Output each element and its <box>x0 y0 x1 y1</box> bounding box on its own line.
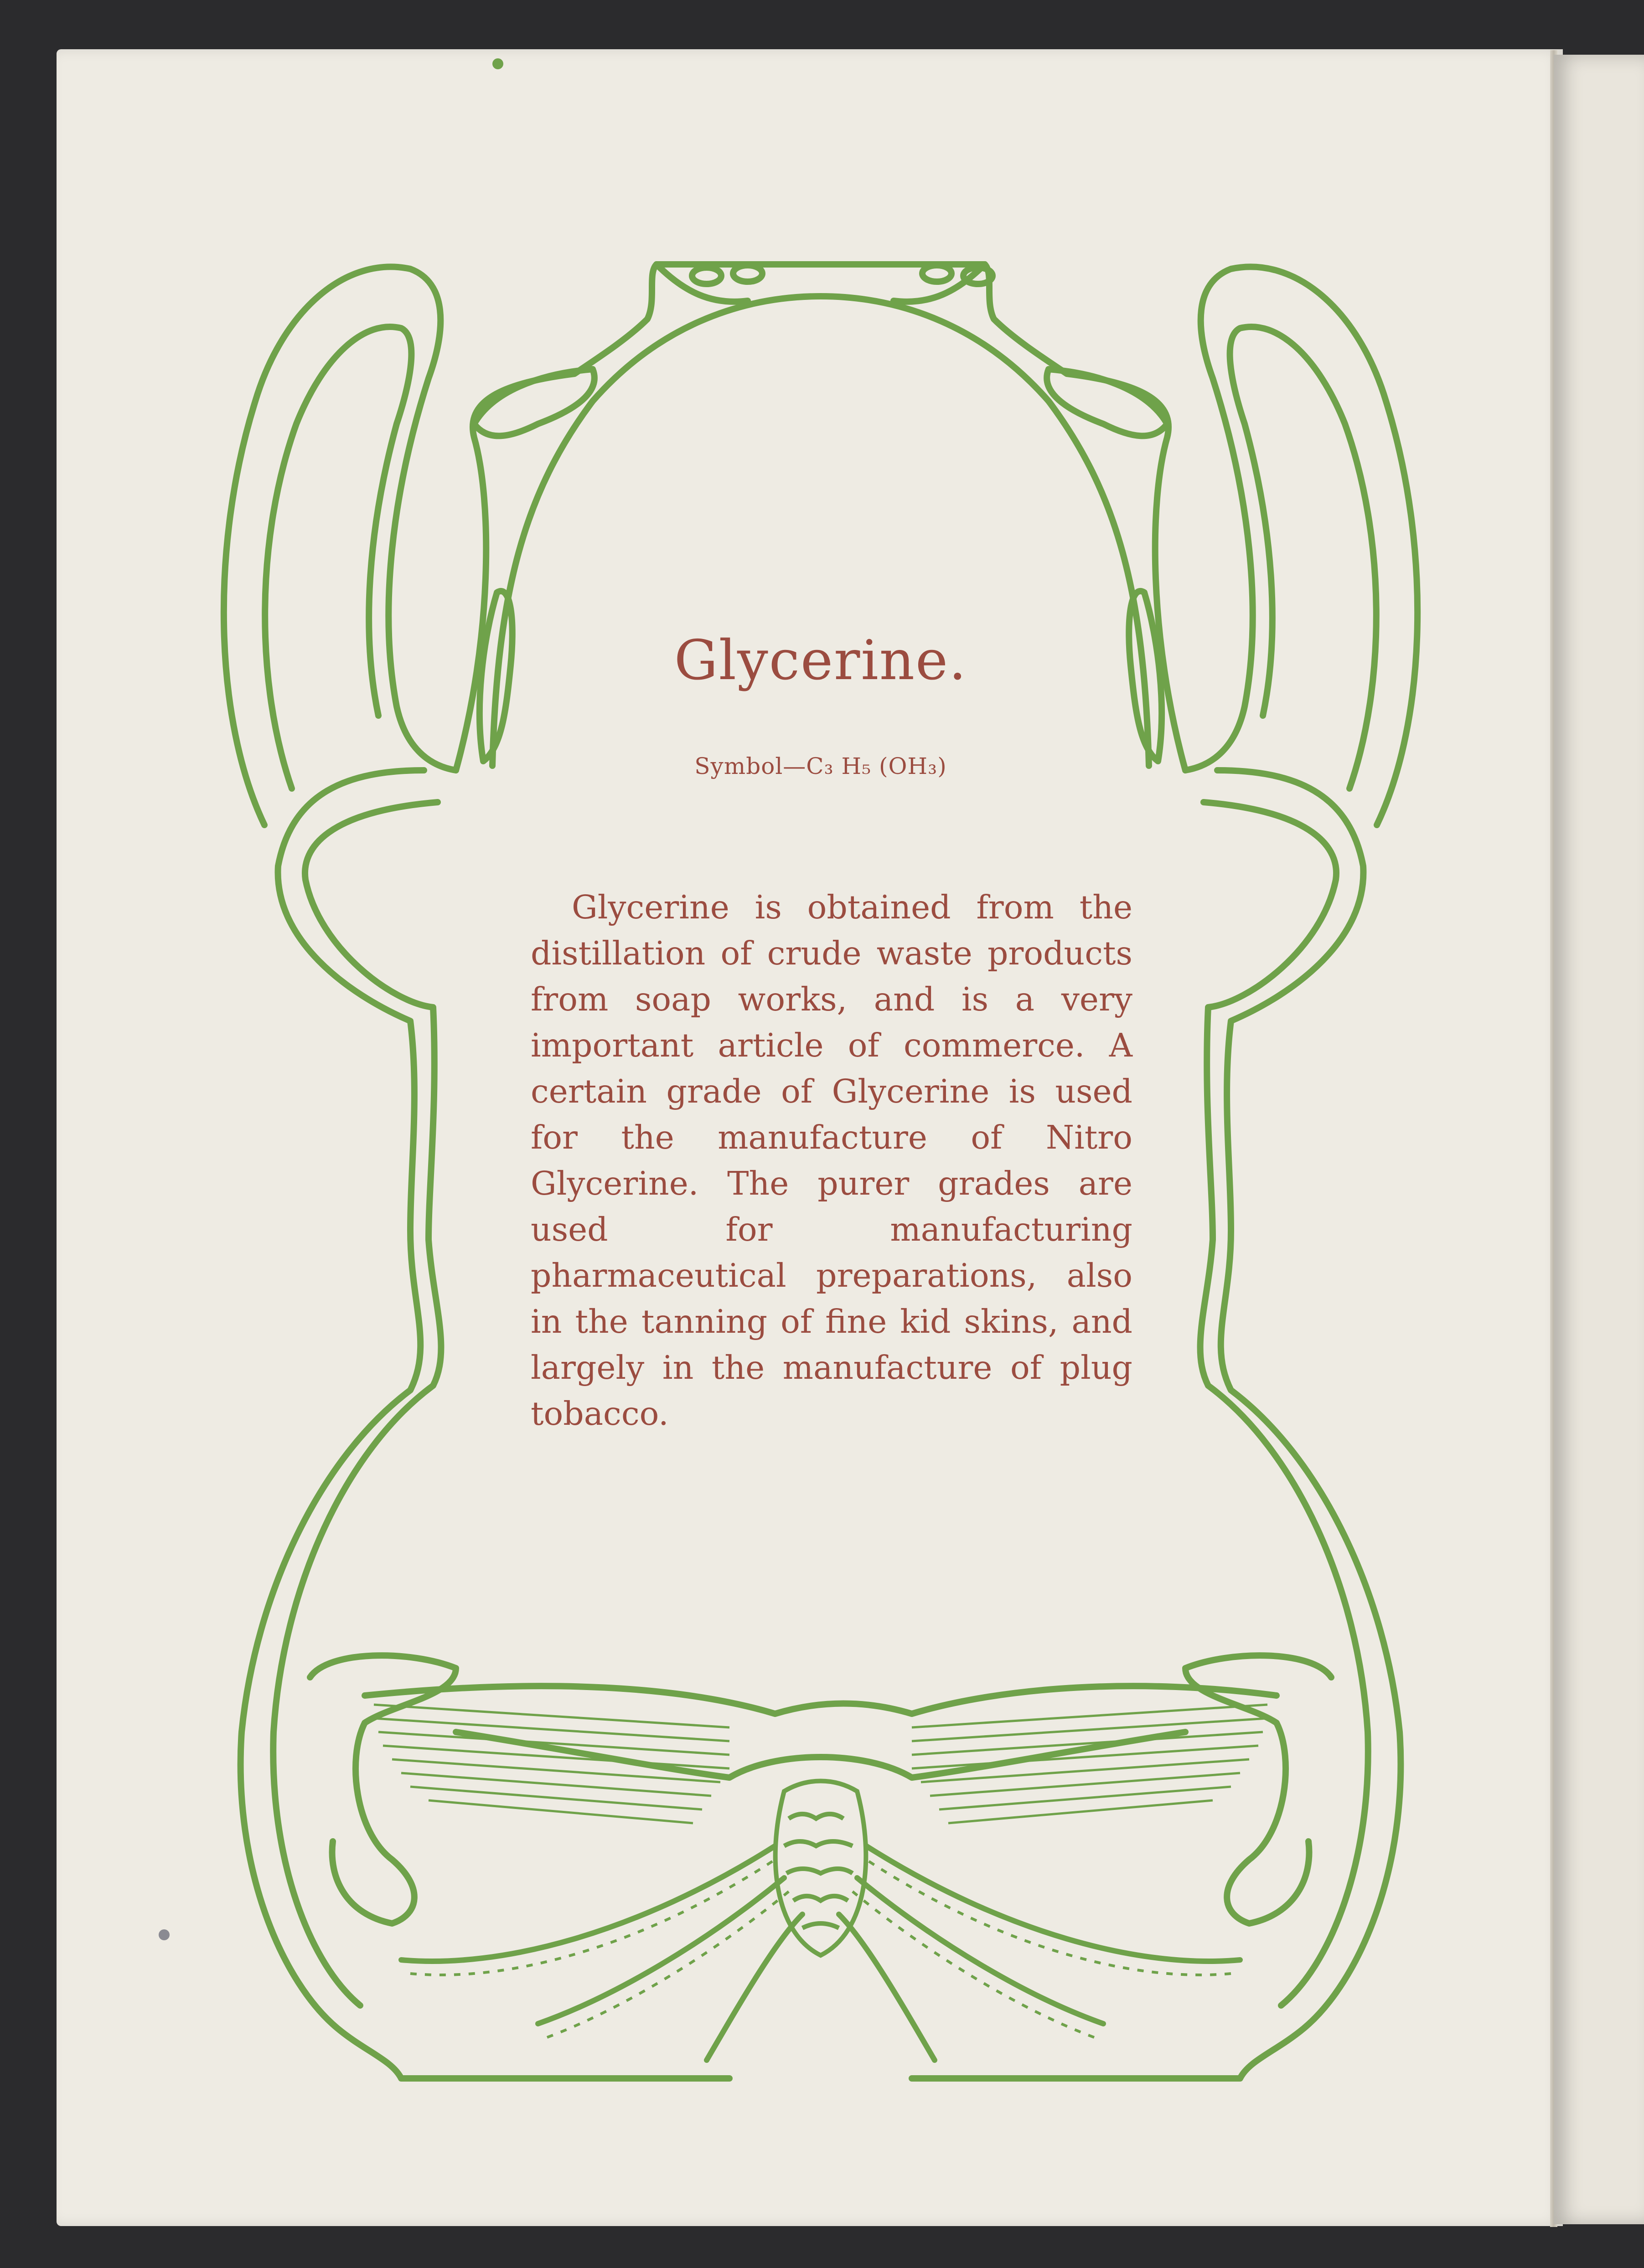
rim-hole-3 <box>922 265 951 282</box>
page-speck-2 <box>159 1929 170 1940</box>
vase-inner-left <box>273 802 441 2005</box>
chemical-symbol: Symbol—C₃ H₅ (OH₃) <box>694 753 947 779</box>
bottom-band <box>365 1686 1277 1714</box>
rim-hole-2 <box>733 265 762 282</box>
neck-left-post <box>456 264 985 770</box>
page-speck <box>492 58 503 69</box>
rim-hole-1 <box>692 268 721 284</box>
neck-right-post <box>985 264 1185 770</box>
vase-inner-right <box>1200 802 1368 2005</box>
body-paragraph: Glycerine is obtained from the distillation of crude waste products from soap works, and is a very important article of commerce. A certain grade of Glycerine is used for the manufacture of Nitro Glycerine. The purer grades are used for manufacturing pharmaceutical preparations, also in the tanning of fine kid skins, and largely in the manufacture of plug tobacco. <box>531 888 1132 1433</box>
page-title: Glycerine. <box>674 629 967 692</box>
